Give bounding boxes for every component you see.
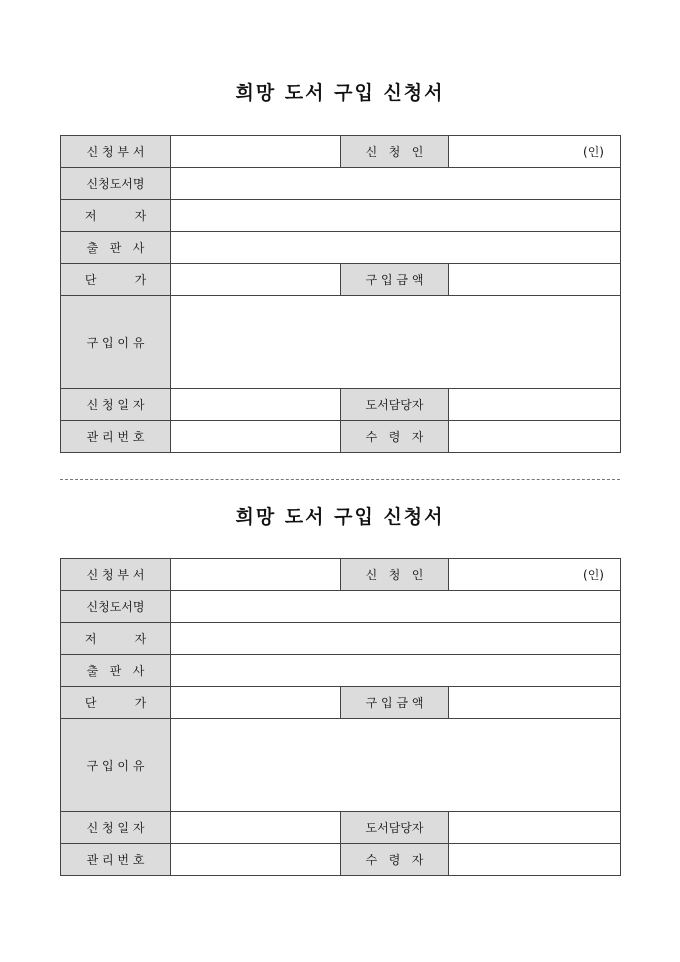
request-table [60,558,621,876]
label-receiver: 수 령 자 [341,844,449,876]
label-unit-price: 단 가 [61,264,171,296]
row-date-manager [61,389,621,421]
row-reason [61,719,621,812]
label-applicant: 신 청 인 [341,559,449,591]
label-mgmt-no: 관 리 번 호 [61,844,171,876]
row-book-title [61,591,621,623]
field-book-title[interactable] [171,591,621,623]
row-publisher [61,655,621,687]
row-dept-applicant [61,559,621,591]
label-amount: 구 입 금 액 [341,687,449,719]
field-applicant[interactable] [449,559,621,591]
label-book-title: 신청도서명 [61,591,171,623]
form-title: 희망 도서 구입 신청서 [235,82,445,104]
row-author [61,623,621,655]
field-date[interactable] [171,812,341,844]
field-book-title[interactable] [171,168,621,200]
field-receiver[interactable] [449,844,621,876]
label-unit-price: 단 가 [61,687,171,719]
field-publisher[interactable] [171,655,621,687]
field-dept[interactable] [171,559,341,591]
row-mgmt-receiver [61,421,621,453]
label-date: 신 청 일 자 [61,389,171,421]
form-title: 희망 도서 구입 신청서 [235,506,445,528]
field-author[interactable] [171,623,621,655]
field-unit-price[interactable] [171,264,341,296]
label-manager: 도서담당자 [341,389,449,421]
label-book-title: 신청도서명 [61,168,171,200]
label-amount: 구 입 금 액 [341,264,449,296]
field-dept[interactable] [171,136,341,168]
field-manager[interactable] [449,812,621,844]
row-price-amount [61,264,621,296]
label-reason: 구 입 이 유 [61,296,171,389]
row-dept-applicant [61,136,621,168]
label-dept: 신 청 부 서 [61,559,171,591]
field-amount[interactable] [449,264,621,296]
label-author: 저 자 [61,200,171,232]
field-date[interactable] [171,389,341,421]
row-reason [61,296,621,389]
row-publisher [61,232,621,264]
label-publisher: 출 판 사 [61,232,171,264]
cut-line-divider [60,479,620,480]
label-author: 저 자 [61,623,171,655]
label-date: 신 청 일 자 [61,812,171,844]
label-publisher: 출 판 사 [61,655,171,687]
label-mgmt-no: 관 리 번 호 [61,421,171,453]
field-amount[interactable] [449,687,621,719]
row-author [61,200,621,232]
field-reason[interactable] [171,296,621,389]
field-manager[interactable] [449,389,621,421]
seal-mark: (인) [583,568,604,582]
label-manager: 도서담당자 [341,812,449,844]
label-receiver: 수 령 자 [341,421,449,453]
field-unit-price[interactable] [171,687,341,719]
field-mgmt-no[interactable] [171,421,341,453]
field-reason[interactable] [171,719,621,812]
request-table [60,135,621,453]
field-publisher[interactable] [171,232,621,264]
seal-mark: (인) [583,145,604,159]
field-applicant[interactable] [449,136,621,168]
row-price-amount [61,687,621,719]
row-mgmt-receiver [61,844,621,876]
row-date-manager [61,812,621,844]
field-author[interactable] [171,200,621,232]
label-applicant: 신 청 인 [341,136,449,168]
field-receiver[interactable] [449,421,621,453]
row-book-title [61,168,621,200]
field-mgmt-no[interactable] [171,844,341,876]
label-reason: 구 입 이 유 [61,719,171,812]
label-dept: 신 청 부 서 [61,136,171,168]
